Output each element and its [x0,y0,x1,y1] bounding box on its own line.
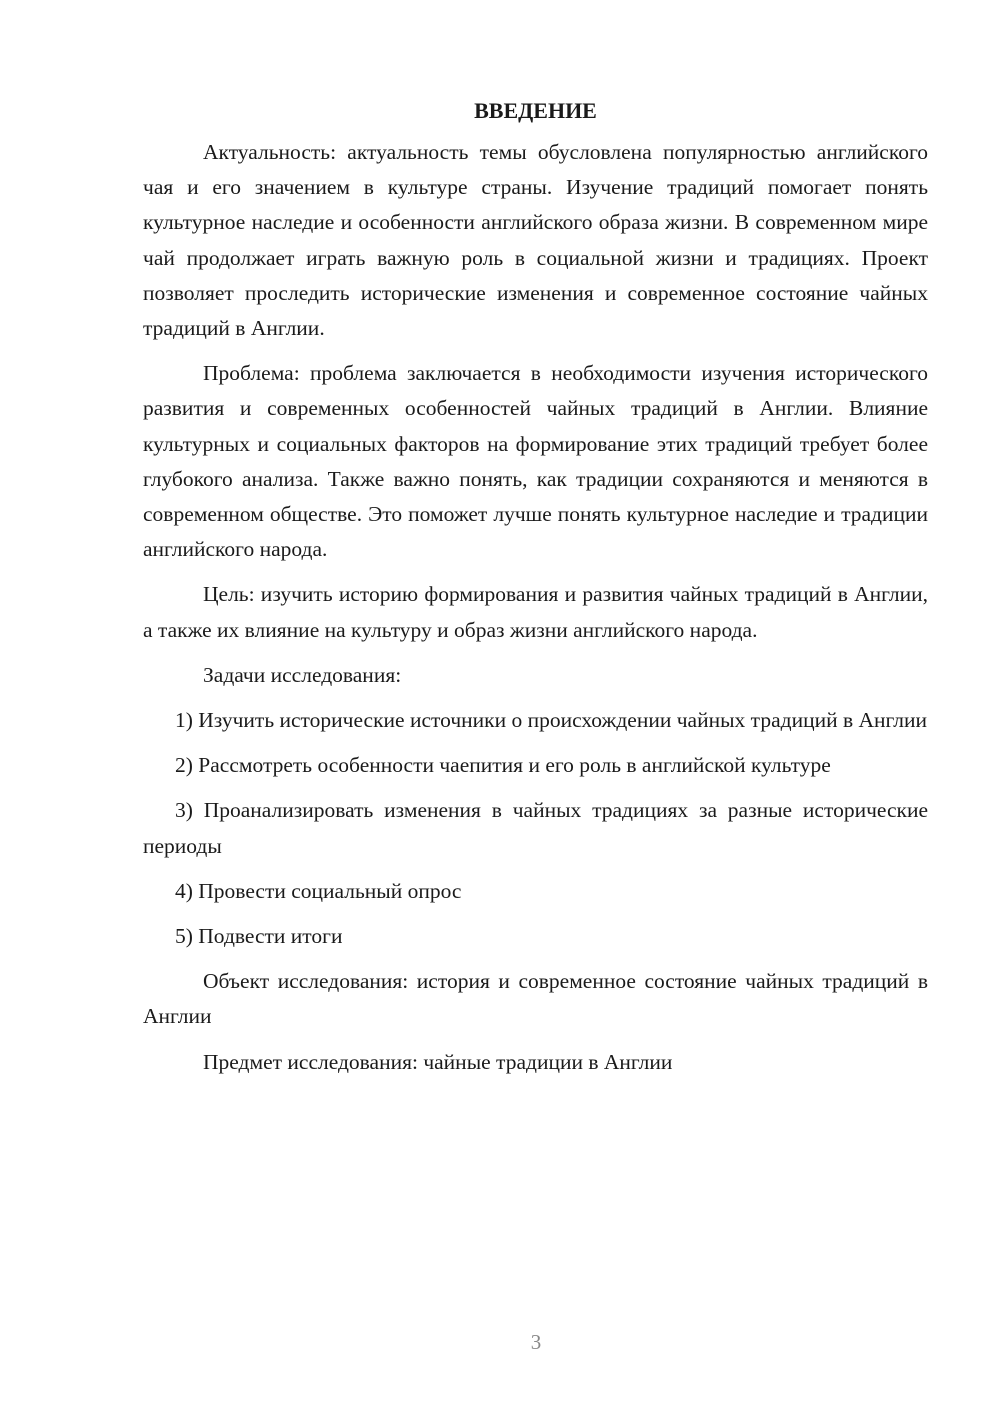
object-paragraph: Объект исследования: история и современное состояние чайных традиций в Англии [143,969,928,1029]
tasks-list [143,703,928,954]
task-item-4: 4) Провести социальный опрос [175,878,462,903]
document-title: ВВЕДЕНИЕ [474,98,597,123]
problem-paragraph: Проблема: проблема заключается в необходимости изучения исторического развития и современных особенностей чайных традиций в Англии. Влияние культурных и социальных факторов на формирование этих традиций требует более глубокого анализа. Также важно понять, как традиции сохраняются и меняются в современном обществе. Это поможет лучше понять культурное наследие и традиции английского народа. [143,361,928,562]
task-item-1: 1) Изучить исторические источники о происхождении чайных традиций в Англии [175,708,927,733]
page-number: 3 [530,1330,542,1354]
task-item-5: 5) Подвести итоги [175,924,343,949]
goal-paragraph: Цель: изучить историю формирования и развития чайных традиций в Англии, а также их влияние на культуру и образ жизни английского народа. [143,582,928,642]
document-page [143,93,928,1080]
subject-paragraph: Предмет исследования: чайные традиции в Англии [203,1049,673,1074]
tasks-heading: Задачи исследования: [203,662,402,687]
task-item-3: 3) Проанализировать изменения в чайных традициях за разные исторические периоды [143,798,928,858]
task-item-2: 2) Рассмотреть особенности чаепития и его роль в английской культуре [175,753,831,778]
relevance-paragraph: Актуальность: актуальность темы обусловлена популярностью английского чая и его значением в культуре страны. Изучение традиций помогает понять культурное наследие и особенности английского образа жизни. В современном мире чай продолжает играть важную роль в социальной жизни и традициях. Проект позволяет проследить исторические изменения и современное состояние чайных традиций в Англии. [143,140,928,341]
